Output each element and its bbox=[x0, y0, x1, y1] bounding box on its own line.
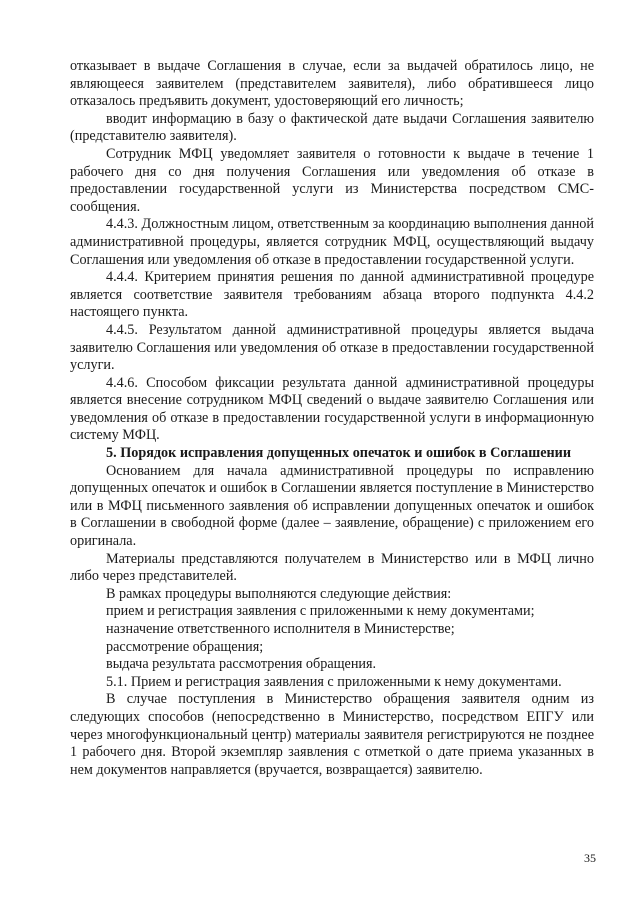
paragraph-4-4-6: 4.4.6. Способом фиксации результата данной административной процедуры является внесение сотрудником МФЦ сведений о выдаче заявителю Соглашения или уведомления об отказе в предоставлении государственной услуги в информационную систему МФЦ. bbox=[70, 374, 594, 444]
paragraph-5-1: 5.1. Прием и регистрация заявления с приложенными к нему документами. bbox=[106, 673, 562, 690]
paragraph-4-4-5: 4.4.5. Результатом данной административной процедуры является выдача заявителю Соглашения или уведомления об отказе в предоставлении государственной услуги. bbox=[70, 321, 594, 374]
paragraph-grounds: Основанием для начала административной процедуры по исправлению допущенных опечаток и ошибок в Соглашении является поступление в Министерство или в МФЦ письменного заявления об исправлении допущенных опечаток и ошибок в Соглашении в свободной форме (далее – заявление, обращение) с приложением его оригинала. bbox=[70, 462, 594, 550]
list-item-assignment: назначение ответственного исполнителя в Министерстве; bbox=[106, 621, 455, 637]
paragraph-4-4-4: 4.4.4. Критерием принятия решения по данной административной процедуре является соответствие заявителя требованиям абзаца второго подпункта 4.4.2 настоящего пункта. bbox=[70, 269, 594, 321]
paragraph-materials: Материалы представляются получателем в Министерство или в МФЦ лично либо через представителей. bbox=[70, 550, 594, 585]
document-page bbox=[70, 58, 594, 779]
list-item-review: рассмотрение обращения; bbox=[106, 638, 264, 655]
paragraph-refusal-conditions: отказывает в выдаче Соглашения в случае, если за выдачей обратилось лицо, не являющееся заявителем (представителем заявителя), либо обратившееся лицо отказалось предъявить документ, удостоверяющий его личность; bbox=[70, 58, 594, 110]
paragraph-enter-date: вводит информацию в базу о фактической дате выдачи Соглашения заявителю (представителю заявителя). bbox=[70, 110, 594, 145]
paragraph-mfc-notifies: Сотрудник МФЦ уведомляет заявителя о готовности к выдаче в течение 1 рабочего дня со дня получения Соглашения или уведомления об отказе в предоставлении государственной услуги из Министерства посредством СМС-сообщения. bbox=[70, 145, 594, 215]
page-number: 35 bbox=[584, 851, 596, 865]
paragraph-actions-intro: В рамках процедуры выполняются следующие действия: bbox=[106, 585, 452, 602]
section-5-heading: 5. Порядок исправления допущенных опечаток и ошибок в Соглашении bbox=[106, 445, 572, 462]
list-item-result: выдача результата рассмотрения обращения. bbox=[106, 656, 377, 673]
paragraph-4-4-3: 4.4.3. Должностным лицом, ответственным за координацию выполнения данной административной процедуры, является сотрудник МФЦ, осуществляющий выдачу Соглашения или уведомления об отказе в предоставлении государственной услуги. bbox=[70, 216, 594, 268]
paragraph-registration: В случае поступления в Министерство обращения заявителя одним из следующих способов (непосредственно в Министерство, посредством ЕПГУ или через многофункциональный центр) материалы заявителя регистрируются не позднее 1 рабочего дня. Второй экземпляр заявления с отметкой о дате приема указанных в нем документов направляется (вручается, возвращается) заявителю. bbox=[70, 691, 594, 778]
list-item-reception: прием и регистрация заявления с приложенными к нему документами; bbox=[106, 603, 535, 620]
